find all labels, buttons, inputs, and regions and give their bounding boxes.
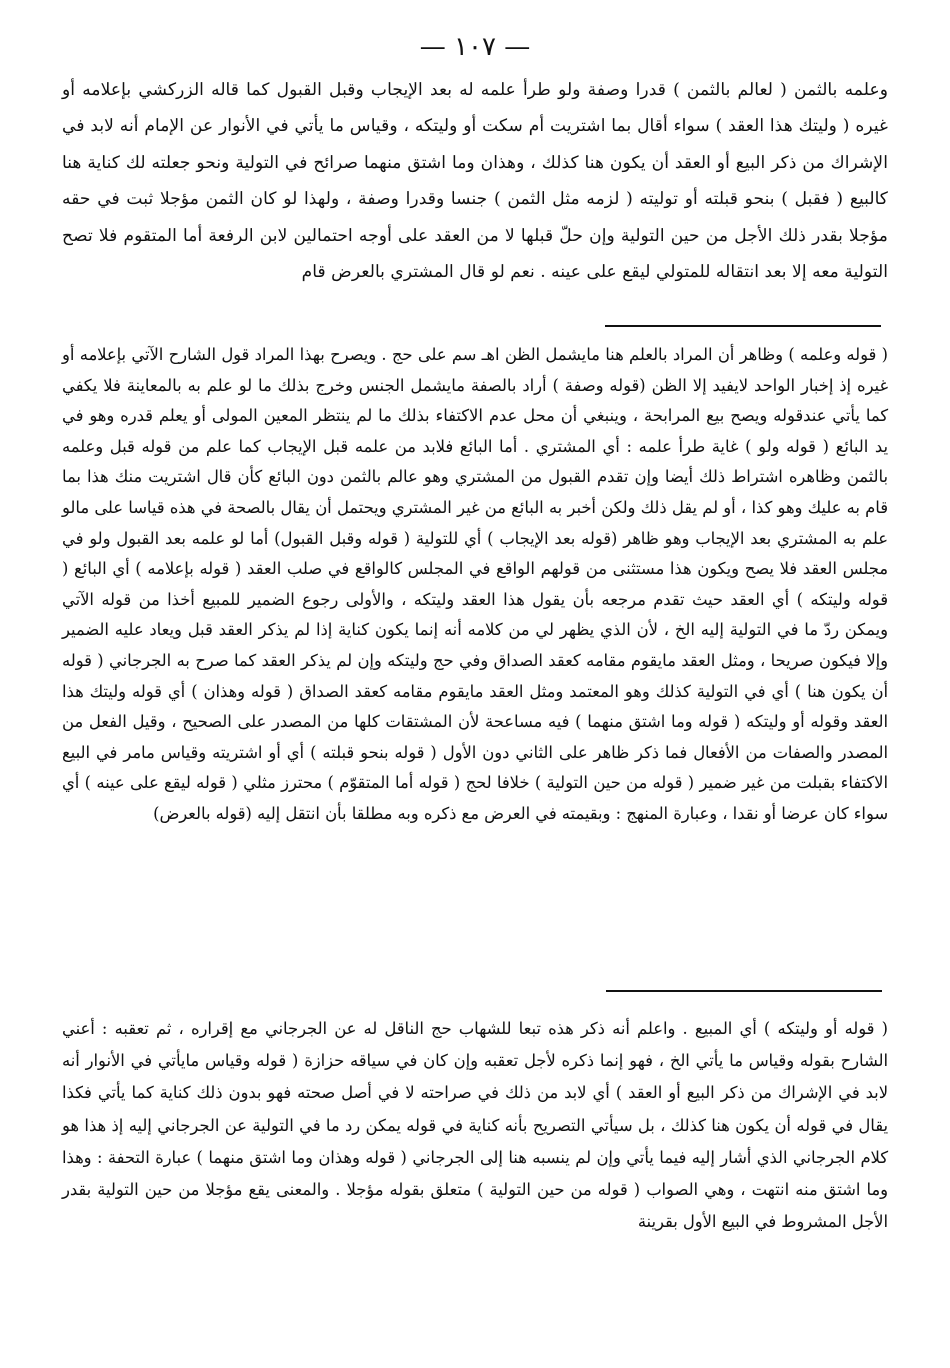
commentary-paragraph-second: ( قوله أو وليتكه ) أي المبيع . واعلم أنه ذكر هذه تبعا للشهاب حج الناقل له عن الجرجاني مع إقراره ، ثم تعقبه : أعني الشارح بقوله وقياس ما يأتي الخ ، فهو إنما ذكره لأجل تعقبه وإن كان في سياقه حزازة ( قوله وقياس مايأتي في الأنوار أنه لابد في الإشراك من ذكر البيع أو العقد ) أي لابد من ذلك في صراحته لا في أصل صحته فهو بدون ذلك كناية كما يأتي فكذا يقال في قوله أن يكون هنا كذلك ، بل سيأتي التصريح بأنه كناية في قوله يمكن رد ما في التولية عن الجرجاني إليه إذ هذا هو كلام الجرجاني الذي أشار إليه فيما يأتي وإن لم ينسبه هنا إلى الجرجاني ( قوله وهذان وما اشتق منهما ) عبارة التحفة : وهذا وما اشتق منه انتهت ، وهي الصواب ( قوله من حين التولية ) متعلق بقوله مؤجلا . والمعنى يقع مؤجلا من حين التولية بقدر الأجل المشروط في البيع الأول بقرينة — [62, 1019, 888, 1232]
commentary-divider-top — [605, 325, 881, 327]
main-text-paragraph: وعلمه بالثمن ( لعالم بالثمن ) قدرا وصفة ولو طرأ علمه له بعد الإيجاب وقبل القبول كما قاله الزركشي بإعلامه أو غيره ( وليتك هذا العقد ) سواء أقال بما اشتريت أم سكت أو وليتكه ، وقياس ما يأتي في الأنوار عن الإمام أنه لابد في الإشراك من ذكر البيع أو العقد أن يكون هنا كذلك ، وهذان وما اشتق منهما صرائح في التولية ونحو جعلته لك كناية هنا كالبيع ( فقبل ) بنحو قبلته أو توليته ( لزمه مثل الثمن ) جنسا وقدرا وصفة ، ولهذا لو كان الثمن مؤجلا ثبت في حقه مؤجلا بقدر ذلك الأجل من حين التولية وإن حلّ قبلها لا من العقد على أوجه احتمالين لابن الرفعة أما المتقوم فلا تصح التولية معه إلا بعد انتقاله للمتولي ليقع على عينه . نعم لو قال المشتري بالعرض قام — [62, 80, 888, 283]
page-number: — ١٠٧ — — [419, 32, 531, 62]
commentary-block-first — [62, 340, 888, 830]
commentary-paragraph-first: ( قوله وعلمه ) وظاهر أن المراد بالعلم هنا مايشمل الظن اهـ سم على حج . ويصرح بهذا المراد قول الشارح الآتي بإعلامه أو غيره إذ إخبار الواحد لايفيد إلا الظن (قوله وصفة ) أراد بالصفة مايشمل الجنس وخرج بذلك ما لو علم به بالمعاينة فلا يكفي كما يأتي عندقوله ويصح بيع المرابحة ، وينبغي أن محل عدم الاكتفاء بذلك ما لم ينتظر المعين المولى أو يعلم قدره وهو في يد البائع ( قوله ولو ) غاية طرأ علمه : أي المشتري . أما البائع فلابد من علمه قبل الإيجاب كما علم من قوله قبل وعلمه بالثمن وظاهره اشتراط ذلك أيضا وإن تقدم القبول من المشتري وهو عالم بالثمن دون البائع كأن قال اشتريت منك هذا بما قام به عليك وهو كذا ، أو لم يقل ذلك ولكن أخبر به البائع من غير المشتري ويحتمل أن يقال بالصحة في هذه قياسا على مالو علم به المشتري بعد الإيجاب وهو ظاهر (قوله بعد الإيجاب ) أي للتولية ( قوله وقبل القبول) أما لو علمه بعد القبول ولو في مجلس العقد فلا يصح ويكون هذا مستثنى من قولهم الواقع في المجلس كالواقع في صلب العقد ( قوله بإعلامه ) أي البائع ( قوله وليتكه ) أي العقد حيث تقدم مرجعه بأن يقول هذا العقد وليتكه ، والأولى رجوع الضمير للمبيع أخذا من قوله الآتي ويمكن ردّ ما في التولية إليه الخ ، لأن الذي يظهر لي من كلامه أنه إنما يكون كناية إذا لم يذكر العقد قبل ويعاد عليه الضمير وإلا فيكون صريحا ، ومثل العقد مايقوم مقامه كعقد الصداق وفي حج وليتكه وإن لم يذكر العقد كما صرح به الجرجاني ( قوله أن يكون هنا ) أي في التولية كذلك وهو المعتمد ومثل العقد مايقوم مقامه كعقد الصداق ( قوله وهذان ) أي قوله وليتك هذا العقد وقوله أو وليتكه ( قوله وما اشتق منهما ) فيه مساعحة لأن المشتقات كلها من المصدر على الصحيح ، وقيل الفعل من المصدر والصفات من الأفعال فما ذكر ظاهر على الثاني دون الأول ( قوله بنحو قبلته ) أي أو اشتريته وقياس مامر في البيع الاكتفاء بقبلت من غير ضمير ( قوله من حين التولية ) خلافا لحج ( قوله أما المتقوّم ) محترز مثلي ( قوله ليقع على عينه ) أي سواء كان عرضا أو نقدا ، وعبارة المنهج : وبقيمته في العرض مع ذكره وبه مطلقا بأن انتقل إليه (قوله بالعرض) — [62, 345, 888, 823]
commentary-block-second — [62, 1013, 888, 1238]
commentary-divider-bottom — [606, 990, 882, 992]
main-text-block — [62, 72, 888, 290]
